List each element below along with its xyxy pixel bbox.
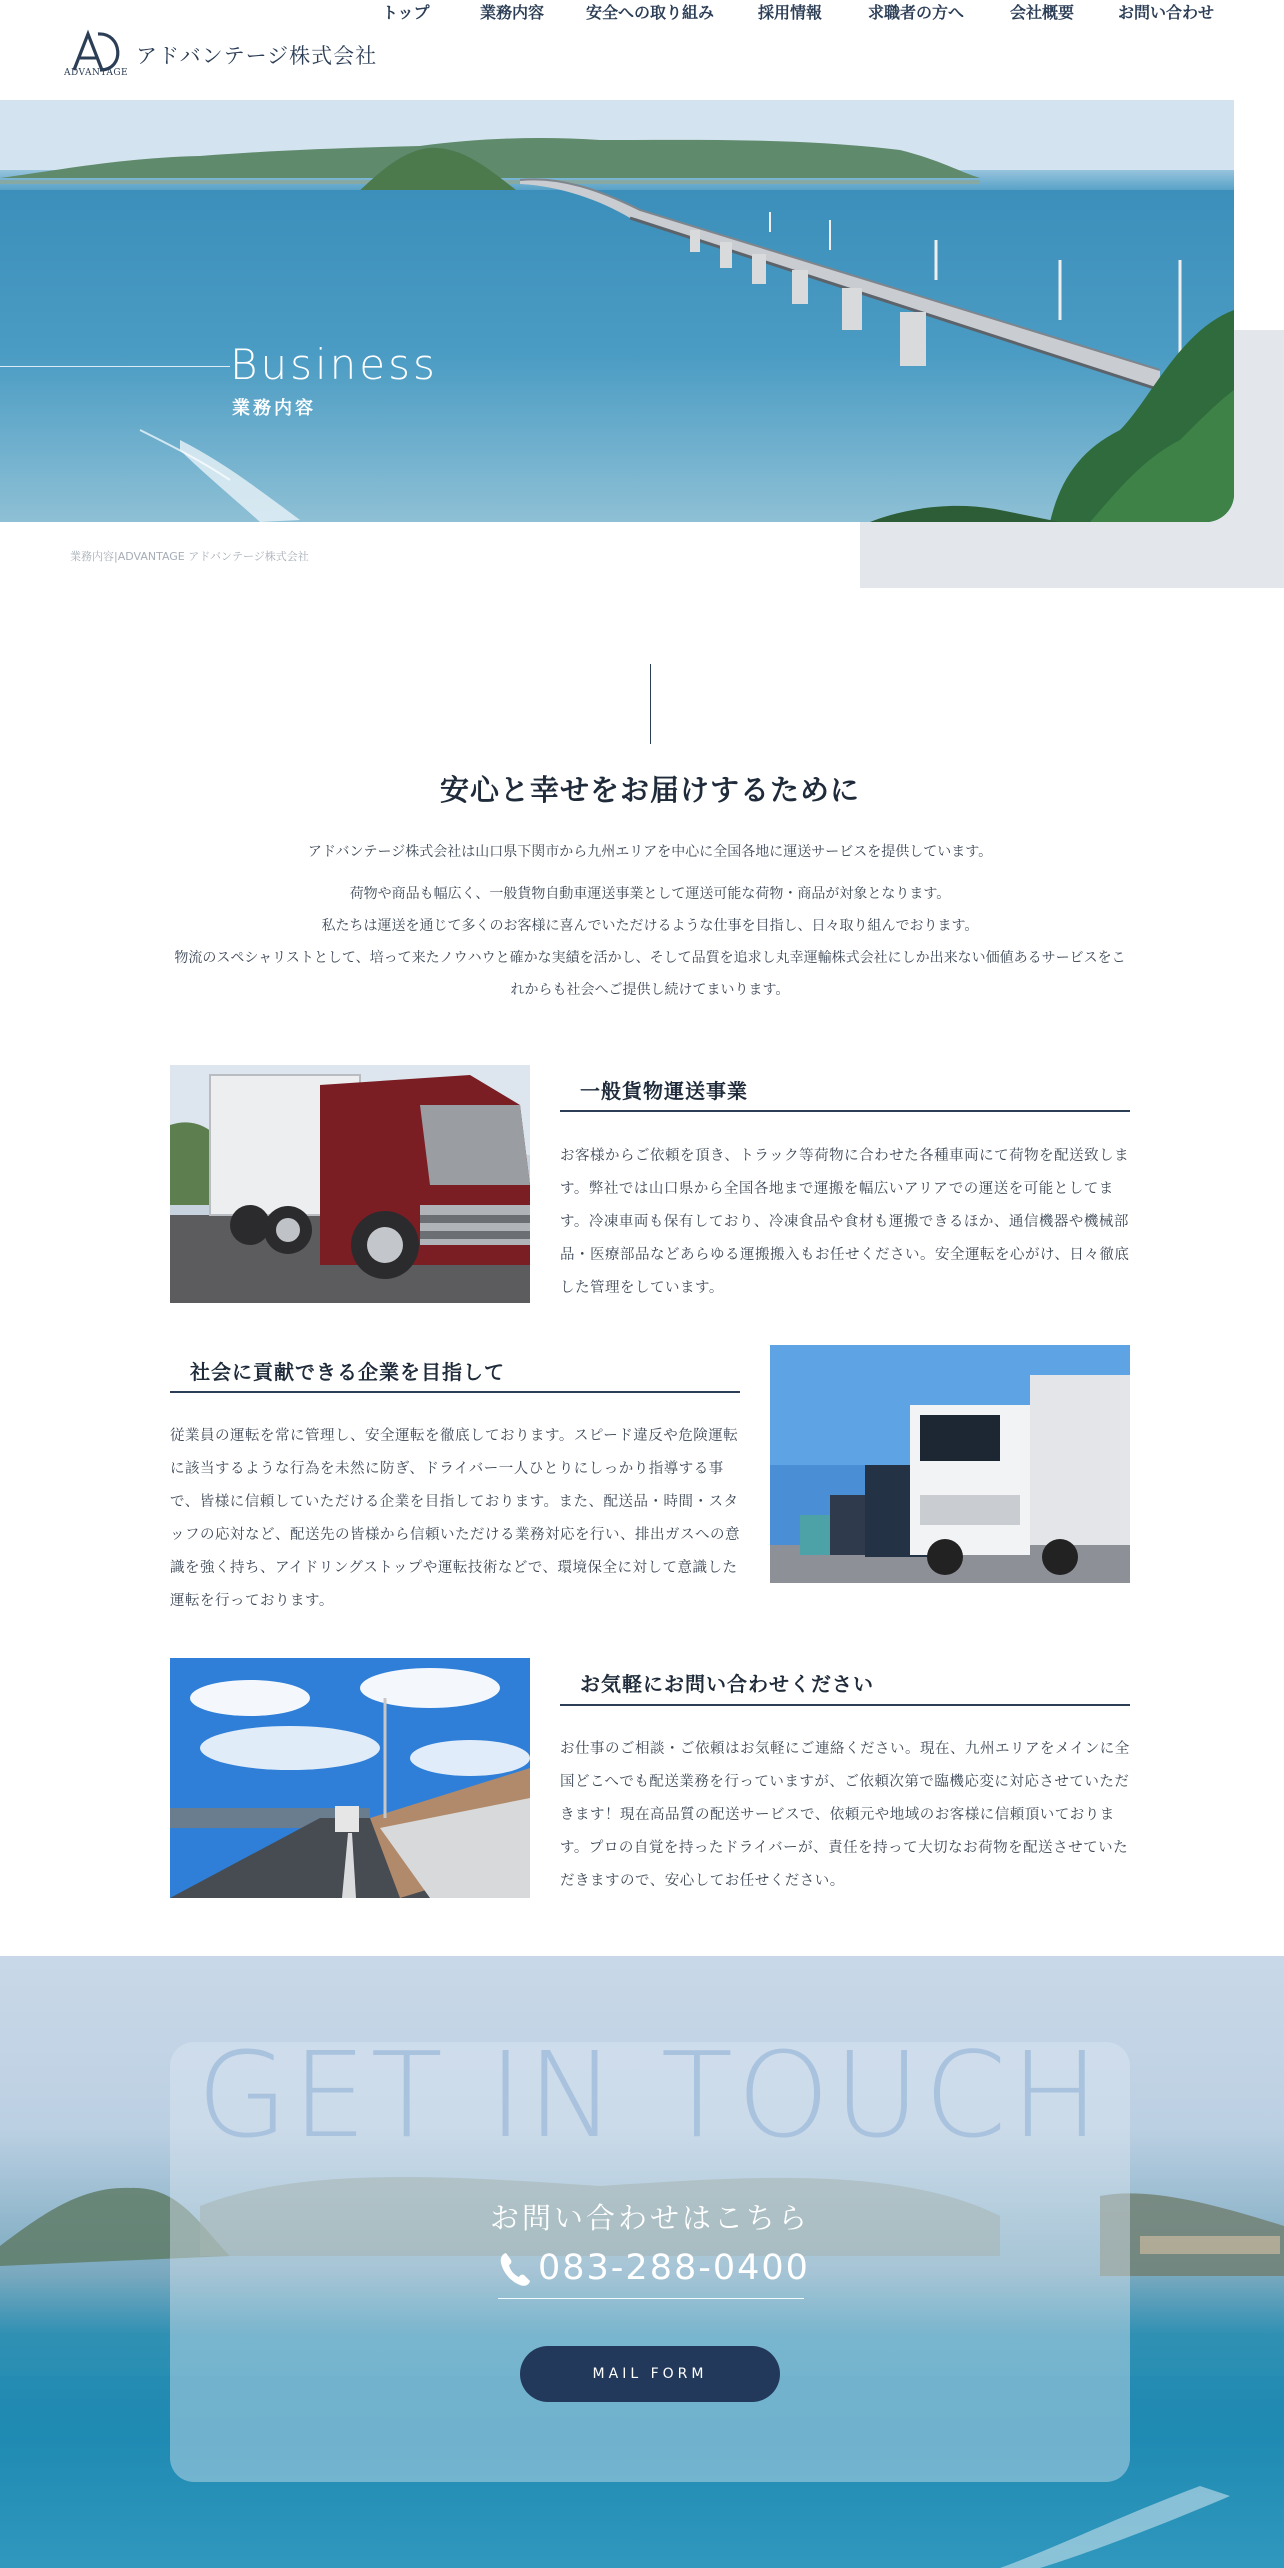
section-3-rule xyxy=(560,1704,1130,1706)
section-2-rule xyxy=(170,1391,740,1393)
company-name[interactable]: アドバンテージ株式会社 xyxy=(136,44,378,68)
truck-closeup-photo xyxy=(170,1065,530,1303)
intro-paragraph-3: 私たちは運送を通じて多くのお客様に喜んでいただけるような仕事を目指し、日々取り組んでおります。 xyxy=(321,918,979,934)
section-3-body: お仕事のご相談・ご依頼はお気軽にご連絡ください。現在、九州エリアをメインに全国どこへでも配送業務を行っていますが、ご依頼次第で臨機応変に対応させていただきます！現在高品質の配送サービスで、依頼元や地域のお客様に信頼頂いております。プロの自覚を持ったドライバーが、責任を持って大切なお荷物を配送させていただきますので、安心してお任せください。 xyxy=(560,1741,1130,1889)
intro-paragraph-1: アドバンテージ株式会社は山口県下関市から九州エリアを中心に全国各地に運送サービスを提供しています。 xyxy=(307,844,993,860)
site-header xyxy=(0,0,1284,100)
truck-fleet-photo xyxy=(770,1345,1130,1583)
contact-label: お問い合わせはこちら xyxy=(489,2201,810,2235)
section-2-body: 従業員の運転を常に管理し、安全運転を徹底しております。スピード違反や危険運転に該当するような行為を未然に防ぎ、ドライバー一人ひとりにしっかり指導する事で、皆様に信頼していただける企業を目指しております。また、配送品・時間・スタッフの応対など、配送先の皆様から信頼いただける業務対応を行い、排出ガスへの意識を強く持ち、アイドリングストップや運転技術などで、環境保全に対して意識した運転を行っております。 xyxy=(170,1428,740,1609)
hero-title: Business xyxy=(230,340,438,389)
phone-underline xyxy=(498,2298,804,2299)
nav-safety[interactable]: 安全への取り組み xyxy=(586,3,715,22)
section-3-heading: お気軽にお問い合わせください xyxy=(580,1672,874,1696)
highway-photo xyxy=(170,1658,530,1898)
hero-banner xyxy=(0,100,1234,522)
breadcrumb: 業務内容|ADVANTAGE アドバンテージ株式会社 xyxy=(70,550,309,563)
phone-icon xyxy=(498,2250,532,2288)
hero-line xyxy=(0,366,230,367)
nav-job-seekers[interactable]: 求職者の方へ xyxy=(868,3,965,22)
nav-contact[interactable]: お問い合わせ xyxy=(1118,3,1215,22)
nav-business[interactable]: 業務内容 xyxy=(480,3,545,22)
intro-paragraph-4: 物流のスペシャリストとして、培って来たノウハウと確かな実績を活かし、そして品質を追求し丸幸運輸株式会社にしか出来ない価値あるサービスをこれからも社会へご提供し続けてまいります。 xyxy=(174,950,1126,998)
logo-subtext: ADVANTAGE xyxy=(64,68,129,78)
nav-top[interactable]: トップ xyxy=(382,3,430,22)
hero-subtitle: 業務内容 xyxy=(232,398,316,419)
phone-row[interactable] xyxy=(498,2248,810,2292)
intro-paragraph-2: 荷物や商品も幅広く、一般貨物自動車運送事業として運送可能な荷物・商品が対象となります。 xyxy=(349,886,951,902)
section-1-body: お客様からご依頼を頂き、トラック等荷物に合わせた各種車両にて荷物を配送致します。弊社では山口県から全国各地まで運搬を幅広いアリアでの運送を可能としてます。冷凍車両も保有しており、冷凍食品や食材も運搬できるほか、通信機器や機械部品・医療部品などあらゆる運搬搬入もお任せください。安全運転を心がけ、日々徹底した管理をしています。 xyxy=(560,1148,1130,1296)
nav-company[interactable]: 会社概要 xyxy=(1010,3,1075,22)
section-1-rule xyxy=(560,1110,1130,1112)
section-2-heading: 社会に貢献できる企業を目指して xyxy=(190,1360,505,1384)
hero-bridge-photo xyxy=(0,100,1234,522)
nav-recruit[interactable]: 採用情報 xyxy=(758,3,823,22)
intro-heading: 安心と幸せをお届けするために xyxy=(439,773,860,807)
section-divider-line xyxy=(650,664,651,744)
section-1-heading: 一般貨物運送事業 xyxy=(580,1079,748,1103)
contact-section xyxy=(0,1956,1284,2568)
phone-number[interactable]: 083-288-0400 xyxy=(538,2248,810,2288)
get-in-touch-watermark: GET IN TOUCH xyxy=(196,2026,1104,2164)
mail-form-button[interactable]: MAIL FORM xyxy=(520,2346,780,2402)
